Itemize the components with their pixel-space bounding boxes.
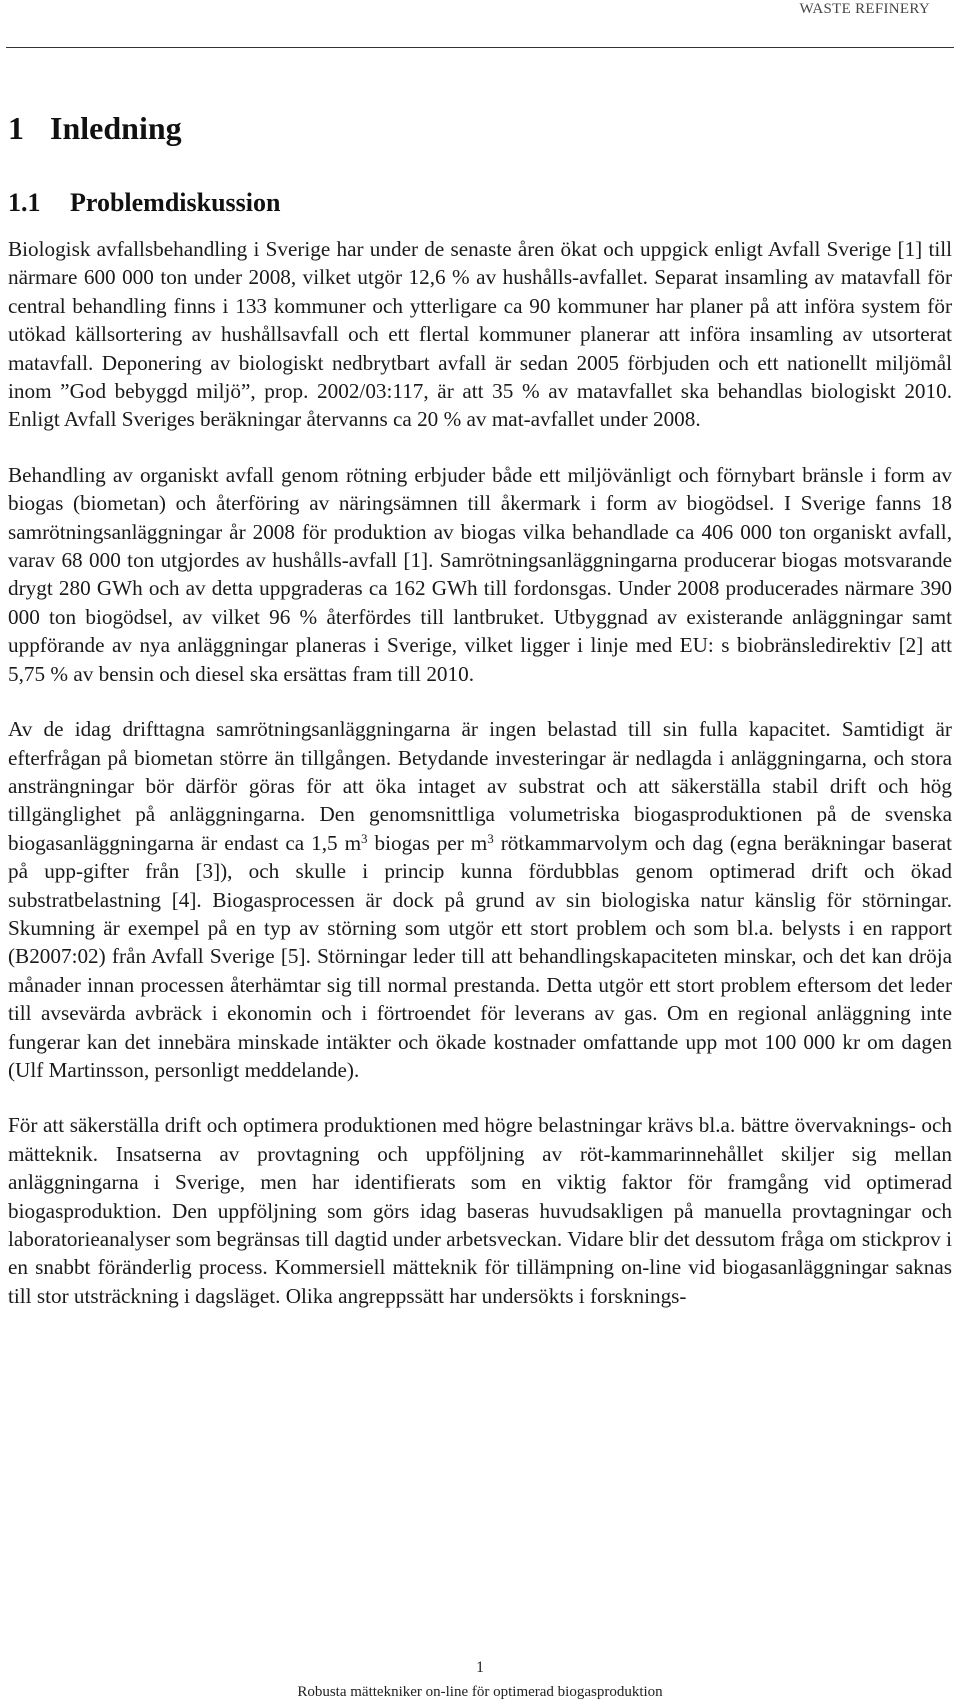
- paragraph-2: [8, 461, 952, 688]
- page-number: 1: [476, 1659, 484, 1676]
- paragraph-text: Biologisk avfallsbehandling i Sverige har under de senaste åren ökat och uppgick enligt Avfall Sverige [1] till närmare 600 000 ton under 2008, vilket utgör 12,6 % av hushålls-avfallet. Separat insamling av matavfall för central behandling finns i 133 kommuner och ytterligare ca 90 kommuner har planer på att införa system för utökad källsortering av hushållsavfall och ett flertal kommuner planerar att införa insamling av utsorterat matavfall. Deponering av biologiskt nedbrytbart avfall är sedan 2005 förbjuden och ett nationellt miljömål inom ”God bebyggd miljö”, prop. 2002/03:117, är att 35 % av matavfallet ska behandlas biologiskt 2010. Enligt Avfall Sveriges beräkningar återvanns ca 20 % av mat-avfallet under 2008.: [8, 237, 952, 432]
- paragraph-text: För att säkerställa drift och optimera produktionen med högre belastningar krävs bl.a. bättre övervaknings- och mätteknik. Insatserna av provtagning och uppföljning av röt-kammarinnehållet skiljer sig mellan anläggningarna i Sverige, men har identifierats som en viktig faktor för framgång vid optimerad biogasproduktion. Den uppföljning som görs idag baseras huvudsakligen på manuella provtagningar och laboratorieanalyser som begränsas till dagtid under arbetsveckan. Vidare blir det dessutom fråga om stickprov i en snabbt föränderlig process. Kommersiell mätteknik för tillämpning on-line vid biogasanläggningar saknas till stor utsträckning i dagsläget. Olika angreppssätt har undersökts i forsknings-: [8, 1113, 952, 1308]
- section-number: 1.1: [8, 188, 41, 217]
- superscript: 3: [361, 830, 368, 846]
- section-heading: [8, 185, 952, 221]
- paragraph-text: rötkammarvolym och dag (egna beräkningar baserat på upp-gifter från [3]), och skulle i princip kunna fördubblas genom optimerad drift och ökad substratbelastning [4]. Biogasprocessen är dock på grund av sin biologiska natur känslig för störningar. Skumning är exempel på en typ av störning som utgör ett stort problem och som bl.a. belysts i en rapport (B2007:02) från Avfall Sverige [5]. Störningar leder till att behandlingskapaciteten minskar, och det kan dröja månader innan processen återhämtar sig till normal prestanda. Detta utgör ett stort problem eftersom det leder till avsevärda avbräck i ekonomin och i förtroendet för leverans av gas. Om en regional anläggning inte fungerar kan det innebära minskade intäkter och ökade kostnader omfattande upp mot 100 000 kr om dagen (Ulf Martinsson, personligt meddelande).: [8, 830, 952, 1082]
- paragraph-4: [8, 1111, 952, 1310]
- paragraph-text: Av de idag drifttagna samrötningsanläggningarna är ingen belastad till sin fulla kapacitet. Samtidigt är efterfrågan på biometan större än tillgången. Betydande investeringar är nedlagda i anläggningarna, och stora ansträngningar bör därför göras för att öka intaget av substrat och att säkerställa stabil drift och hög tillgänglighet på anläggningarna. Den genomsnittliga volumetriska biogasproduktionen på de svenska biogasanläggningarna är endast ca 1,5 m: [8, 717, 952, 855]
- paragraph-1: [8, 235, 952, 434]
- chapter-heading: [8, 108, 952, 148]
- chapter-number: 1: [8, 110, 24, 146]
- superscript: 3: [487, 830, 494, 846]
- running-header: WASTE REFINERY: [799, 1, 930, 17]
- paragraph-3: [8, 715, 952, 1084]
- footer-document-title: Robusta mättekniker on-line för optimerad biogasproduktion: [297, 1684, 663, 1700]
- paragraph-text: Behandling av organiskt avfall genom rötning erbjuder både ett miljövänligt och förnybart bränsle i form av biogas (biometan) och återföring av näringsämnen till åkermark i form av biogödsel. I Sverige fanns 18 samrötningsanläggningar år 2008 för produktion av biogas vilka behandlade ca 406 000 ton organiskt avfall, varav 68 000 ton utgjordes av hushålls-avfall [1]. Samrötningsanläggningarna producerar biogas motsvarande drygt 280 GWh och av detta uppgraderas ca 162 GWh till fordonsgas. Under 2008 producerades närmare 390 000 ton biogödsel, av vilket 96 % återfördes till lantbruket. Utbyggnad av existerande anläggningar samt uppförande av nya anläggningar planeras i Sverige, vilket ligger i linje med EU: s biobränsledirektiv [2] att 5,75 % av bensin och diesel ska ersättas fram till 2010.: [8, 462, 952, 686]
- section-title: Problemdiskussion: [70, 188, 281, 217]
- chapter-title: Inledning: [50, 110, 182, 146]
- header-divider: [6, 47, 954, 48]
- paragraph-text: biogas per m: [367, 830, 488, 855]
- page-body: [8, 108, 952, 1310]
